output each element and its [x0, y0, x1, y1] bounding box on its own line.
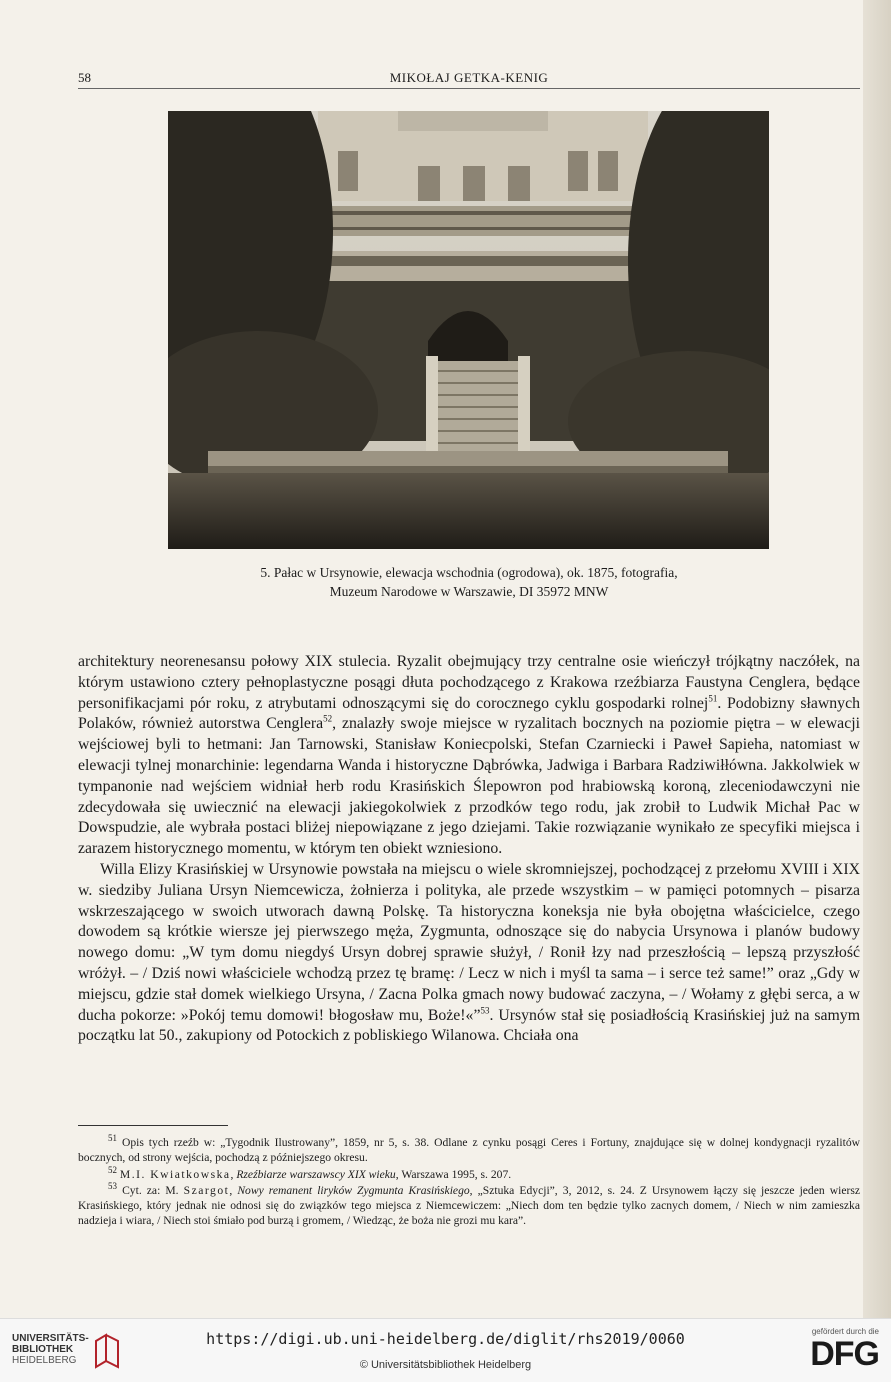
- footnote-53-rest: , „Sztuka Edycji”, 3, 2012, s. 24. Z Ursynowem łączy się jeszcze jeden wiersz Krasińskiego, który jednak nie odnosi się do związków tego miejsca z Niemcewiczem: „Niech dom ten będzie tylko zacnych domem, / Niech w nim zamieszka nadzieja i wiara, / Niech stoi śmiało pod burzą i gromem, / Wiedząc, że boża nie grozi mu kara”.: [78, 1183, 860, 1228]
- copyright-notice: © Universitätsbibliothek Heidelberg: [359, 1359, 532, 1371]
- page-number: 58: [78, 70, 91, 85]
- document-url[interactable]: https://digi.ub.uni-heidelberg.de/diglit/rhs2019/0060: [206, 1330, 685, 1348]
- paragraph-2: [78, 860, 860, 1047]
- footnotes: [78, 1135, 860, 1230]
- footnote-52-title: Rzeźbiarze warszawscy XIX wieku: [236, 1167, 396, 1181]
- footnote-52-author: M.I. Kwiatkowska: [119, 1167, 231, 1181]
- footnote-51: [78, 1135, 860, 1166]
- p1-text-b: . Podobizny sławnych Polaków, również autorstwa Cenglera: [78, 694, 860, 733]
- paragraph-1: [78, 652, 860, 860]
- library-name-line-2: BIBLIOTHEK: [12, 1344, 74, 1355]
- page-edge: [863, 0, 891, 1318]
- footnote-52: $^{52}$ M.I. Kwiatkowska, Rzeźbiarze warszawscy XIX wieku, Warszawa 1995, s. 207.: [108, 1164, 512, 1181]
- footnote-52-rest: , Warszawa 1995, s. 207.: [395, 1167, 512, 1181]
- p1-text-a: architektury neorenesansu połowy XIX stulecia. Ryzalit obejmujący trzy centralne osie wieńczył trójkątny naczółek, na którym ustawiono cztery pełnoplastyczne posągi dłuta pochodzącego z Krakowa rzeźbiarza Faustyna Cenglera, będące personifikacjami pór roku, z atrybutami odnoszącymi się do corocznego cyklu gospodarki rolnej: [78, 653, 860, 712]
- footnote-rule: [78, 1125, 228, 1126]
- viewer-footer: [0, 1318, 891, 1382]
- figure-caption: [78, 563, 860, 601]
- running-header: [78, 70, 860, 89]
- p2-text-a: Willa Elizy Krasińskiej w Ursynowie powstała na miejscu o wiele skromniejszej, pochodzącej z przełomu XVIII i XIX w. siedziby Juliana Ursyn Niemcewicza, żołnierza i polityka, ale przede wszystkim – w pamięci potomnych – pisarza wskrzeszającego w swoich utworach dawną Polskę. Ta historyczna koneksja nie była obojętna właścicielce, czego dowodem są krótkie wiersze jej pierwszego męża, Zygmunta, odnoszące się do nabycia Ursynowa i planów budowy nowego domu: „W tym domu niegdyś Ursyn dobrej sprawie służył, / Ronił łzy nad przeszłością – lepszą przyszłość wróżył. – / Dziś nowi właściciele wchodzą przez tę bramę: / Lecz w nich i myśl ta sama – i serce też same!” oraz „Gdy w miejscu, gdzie stał domek wielkiego Ursyna, / Zacna Polka gmach nowy budować zaczyna, – / Wołamy z głębi serca, a w ducha pokorze: »Pokój temu domowi! błogosław mu, Boże!«”: [78, 860, 860, 1024]
- running-head-author: MIKOŁAJ GETKA-KENIG: [389, 70, 549, 85]
- palace-photograph: [168, 111, 769, 549]
- caption-line-2: Muzeum Narodowe w Warszawie, DI 35972 MNW: [329, 584, 609, 599]
- caption-line-1: 5. Pałac w Ursynowie, elewacja wschodnia (ogrodowa), ok. 1875, fotografia,: [260, 565, 678, 580]
- footnote-51-number: 51: [108, 1133, 117, 1144]
- p2-text-b: . Ursynów stał się posiadłością Krasińskiej już na samym początku lat 50., zakupiony od Potockich z pobliskiego Wilanowa. Chciała ona: [78, 1006, 860, 1045]
- footnote-51-text: Opis tych rzeźb w: „Tygodnik Ilustrowany”, 1859, nr 5, s. 38. Odlane z cynku posągi Ceres i Fortuny, znajdujące się w dolnej kondygnacji ryzalitów bocznych, od strony wejścia, pochodzą z późniejszego okresu.: [78, 1136, 861, 1165]
- footnote-53-title: Nowy remanent liryków Zygmunta Krasińskiego: [237, 1183, 470, 1197]
- footnote-52-number: 52: [108, 1164, 117, 1175]
- library-name-line-3: HEIDELBERG: [12, 1355, 77, 1366]
- funded-by-label: gefördert durch die: [811, 1327, 879, 1336]
- footnote-ref-53[interactable]: 53: [480, 1005, 490, 1016]
- footnote-ref-52[interactable]: 52: [323, 714, 333, 725]
- dfg-logo[interactable]: [789, 1327, 879, 1375]
- footnote-ref-51[interactable]: 51: [708, 693, 718, 704]
- footnote-53-pre: Cyt. za: M.: [122, 1183, 184, 1197]
- library-name-line-1: UNIVERSITÄTS-: [12, 1333, 89, 1344]
- footnote-53-author: Szargot: [183, 1183, 230, 1197]
- p1-text-c: , znalazły swoje miejsce w ryzalitach bocznych na poziomie piętra – w elewacji wejściowej byli to hetmani: Jan Tarnowski, Stanisław Koniecpolski, Stefan Czarniecki i Paweł Sapieha, natomiast w elewacji tylnej monarchinie: legendarna Wanda i historyczne Dąbrówka, Jadwiga i Barbara Radziwiłłówna. Jakkolwiek w tympanonie nad wejściem widniał herb rodu Krasińskich Ślepowron pod hrabiowską koroną, zleceniodawczyni nie zdecydowała się uwiecznić na elewacji jakiegokolwiek z przodków tego rodu, jak zrobił to Ludwik Michał Pac w Dowspudzie, ale wybrała postaci bliżej niepowiązane z jego dziejami. Takie rozwiązanie wynikało ze specyfiki miejsca i zarazem historycznego momentu, w którym ten obiekt wzniesiono.: [78, 715, 860, 858]
- dfg-wordmark: DFG: [810, 1335, 879, 1373]
- body-text: [78, 652, 860, 1047]
- footnote-53: $^{53}$ Cyt. za: M. Szargot, Nowy remanent liryków Zygmunta Krasińskiego, „Sztuka Edycji”, 3, 2012, s. 24. Z Ursynowem łączy się jeszcze jeden wiersz Krasińskiego, który jednak nie odnosi się do związków tego miejsca z Niemcewiczem: „Niech dom ten będzie tylko zacnych domem, / Niech w nim zamieszka nadzieja i wiara, / Niech stoi śmiało pod burzą i gromem, / Wiedząc, że boża nie grozi mu kara”.: [78, 1181, 860, 1228]
- footnote-53-number: 53: [108, 1181, 117, 1192]
